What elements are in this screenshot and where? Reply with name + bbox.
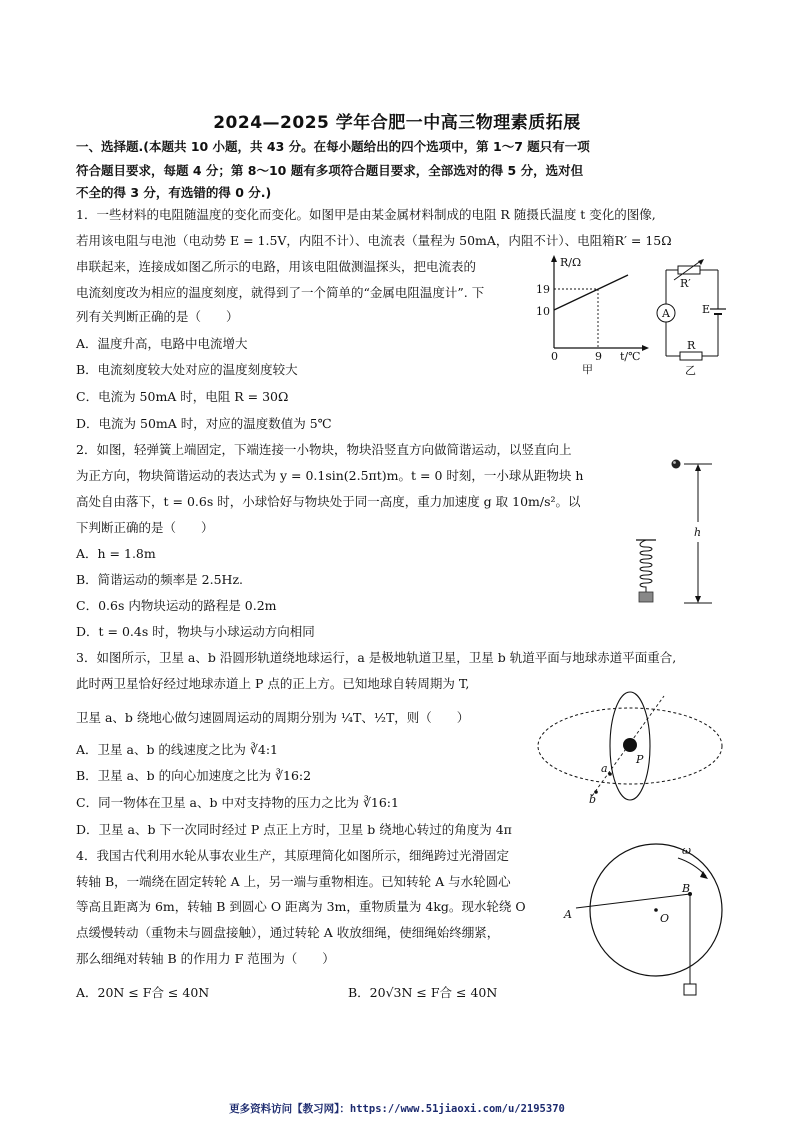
- graph-y-axis-label: R/Ω: [560, 256, 582, 269]
- circuit-rprime-label: R′: [680, 277, 691, 290]
- page-title: 2024—2025 学年合肥一中高三物理素质拓展: [213, 113, 581, 133]
- q3-orbit-figure: [526, 688, 726, 806]
- q3-stem-line-1: 3．如图所示，卫星 a、b 沿圆形轨道绕地球运行，a 是极地轨道卫星，卫星 b 轨道平面与地球赤道平面重合,: [76, 650, 677, 665]
- section-instructions-line-2: 符合题目要求，每题 4 分；第 8～10 题有多项符合题目要求，全部选对的得 5 分，选对但: [76, 163, 584, 178]
- q4-omega-label: ω: [682, 844, 691, 857]
- q4-waterwheel-figure: [558, 838, 738, 1002]
- section-instructions-line-3: 不全的得 3 分，有选错的得 0 分.): [76, 185, 272, 200]
- q4-option-a: A．20N ≤ F合 ≤ 40N: [76, 985, 210, 1000]
- q4-stem-line-4: 点缓慢转动（重物未与圆盘接触），通过转轮 A 收放细绳，使细绳始终绷紧，: [76, 925, 500, 940]
- q4-stem-line-1: 4．我国古代利用水轮从事农业生产，其原理简化如图所示，细绳跨过光滑固定: [76, 848, 509, 863]
- q4-stem-line-3: 等高且距离为 6m，转轴 B 到圆心 O 距离为 3m，重物质量为 4kg。现水轮绕 O: [76, 899, 526, 914]
- q2-stem-line-1: 2．如图，轻弹簧上端固定，下端连接一小物块，物块沿竖直方向做简谐运动，以竖直向上: [76, 442, 572, 457]
- q4-option-b: B．20√3N ≤ F合 ≤ 40N: [348, 985, 498, 1000]
- q4-stem-line-5: 那么细绳对转轴 B 的作用力 F 范围为（ ）: [76, 951, 335, 966]
- q2-h-label: h: [694, 526, 702, 539]
- q3-option-b: B．卫星 a、b 的向心加速度之比为 ∛16:2: [76, 768, 312, 783]
- graph-x-axis-label: t/℃: [620, 350, 641, 363]
- q1-stem-line-5: 列有关判断正确的是（ ）: [76, 309, 239, 324]
- circuit-caption: 乙: [685, 364, 696, 377]
- q3-option-c: C．同一物体在卫星 a、b 中对支持物的压力之比为 ∛16:1: [76, 795, 399, 810]
- q1-stem-line-4: 电流刻度改为相应的温度刻度，就得到了一个简单的“金属电阻温度计”. 下: [76, 285, 485, 300]
- q2-spring-ball-figure: [630, 452, 720, 612]
- q3-p-label: P: [636, 753, 644, 766]
- q4-stem-line-2: 转轴 B，一端绕在固定转轮 A 上，另一端与重物相连。已知转轮 A 与水轮圆心: [76, 874, 511, 889]
- graph-tick-10: 10: [536, 305, 550, 318]
- q4-b-label: B: [682, 882, 691, 895]
- q3-stem-line-2: 此时两卫星恰好经过地球赤道上 P 点的正上方。已知地球自转周期为 T,: [76, 676, 470, 691]
- q2-stem-line-4: 下判断正确的是（ ）: [76, 520, 214, 535]
- q2-option-d: D．t = 0.4s 时，物块与小球运动方向相同: [76, 624, 315, 639]
- q3-stem-line-3: 卫星 a、b 绕地心做匀速圆周运动的周期分别为 ¼T、½T，则（ ）: [76, 710, 470, 725]
- q1-option-c: C．电流为 50mA 时，电阻 R = 30Ω: [76, 389, 289, 404]
- q1-option-d: D．电流为 50mA 时，对应的温度数值为 5℃: [76, 416, 332, 431]
- q3-option-d: D．卫星 a、b 下一次同时经过 P 点正上方时，卫星 b 绕地心转过的角度为 4π: [76, 822, 512, 837]
- graph-caption: 甲: [582, 363, 593, 376]
- graph-origin-label: 0: [551, 350, 558, 363]
- circuit-r-label: R: [687, 339, 696, 352]
- q3-b-label: b: [589, 793, 597, 806]
- graph-tick-19: 19: [536, 283, 550, 296]
- q4-a-label: A: [564, 908, 572, 921]
- footer-link-text: 更多资料访问【教习网】：https://www.51jiaoxi.com/u/2195370: [229, 1103, 565, 1115]
- q2-stem-line-3: 高处自由落下，t = 0.6s 时，小球恰好与物块处于同一高度，重力加速度 g 取 10m/s²。以: [76, 494, 581, 509]
- q2-stem-line-2: 为正方向，物块简谐运动的表达式为 y = 0.1sin(2.5πt)m。t = 0 时刻，一小球从距物块 h: [76, 468, 584, 483]
- graph-tick-9: 9: [595, 350, 602, 363]
- q1-graph-figure: [528, 252, 652, 376]
- q2-option-a: A．h = 1.8m: [76, 546, 156, 561]
- q4-o-label: O: [660, 912, 670, 925]
- q2-option-b: B．简谐运动的频率是 2.5Hz.: [76, 572, 243, 587]
- q1-option-b: B．电流刻度较大处对应的温度刻度较大: [76, 362, 298, 377]
- q3-a-label: a: [601, 762, 608, 775]
- q1-circuit-figure: [652, 258, 734, 378]
- q2-option-c: C．0.6s 内物块运动的路程是 0.2m: [76, 598, 277, 613]
- q3-option-a: A．卫星 a、b 的线速度之比为 ∛4:1: [76, 742, 278, 757]
- q1-stem-line-1: 1．一些材料的电阻随温度的变化而变化。如图甲是由某金属材料制成的电阻 R 随摄氏温度 t 变化的图像,: [76, 207, 656, 222]
- section-instructions-line-1: 一、选择题.(本题共 10 小题，共 43 分。在每小题给出的四个选项中，第 1～7 题只有一项: [76, 139, 590, 154]
- q1-stem-line-2: 若用该电阻与电池（电动势 E = 1.5V，内阻不计）、电流表（量程为 50mA，内阻不计）、电阻箱R′ = 15Ω: [76, 233, 672, 248]
- circuit-emf-label: E: [702, 303, 711, 316]
- circuit-ammeter-label: A: [662, 307, 670, 320]
- q1-option-a: A．温度升高，电路中电流增大: [76, 336, 248, 351]
- q1-stem-line-3: 串联起来，连接成如图乙所示的电路，用该电阻做测温探头，把电流表的: [76, 259, 477, 274]
